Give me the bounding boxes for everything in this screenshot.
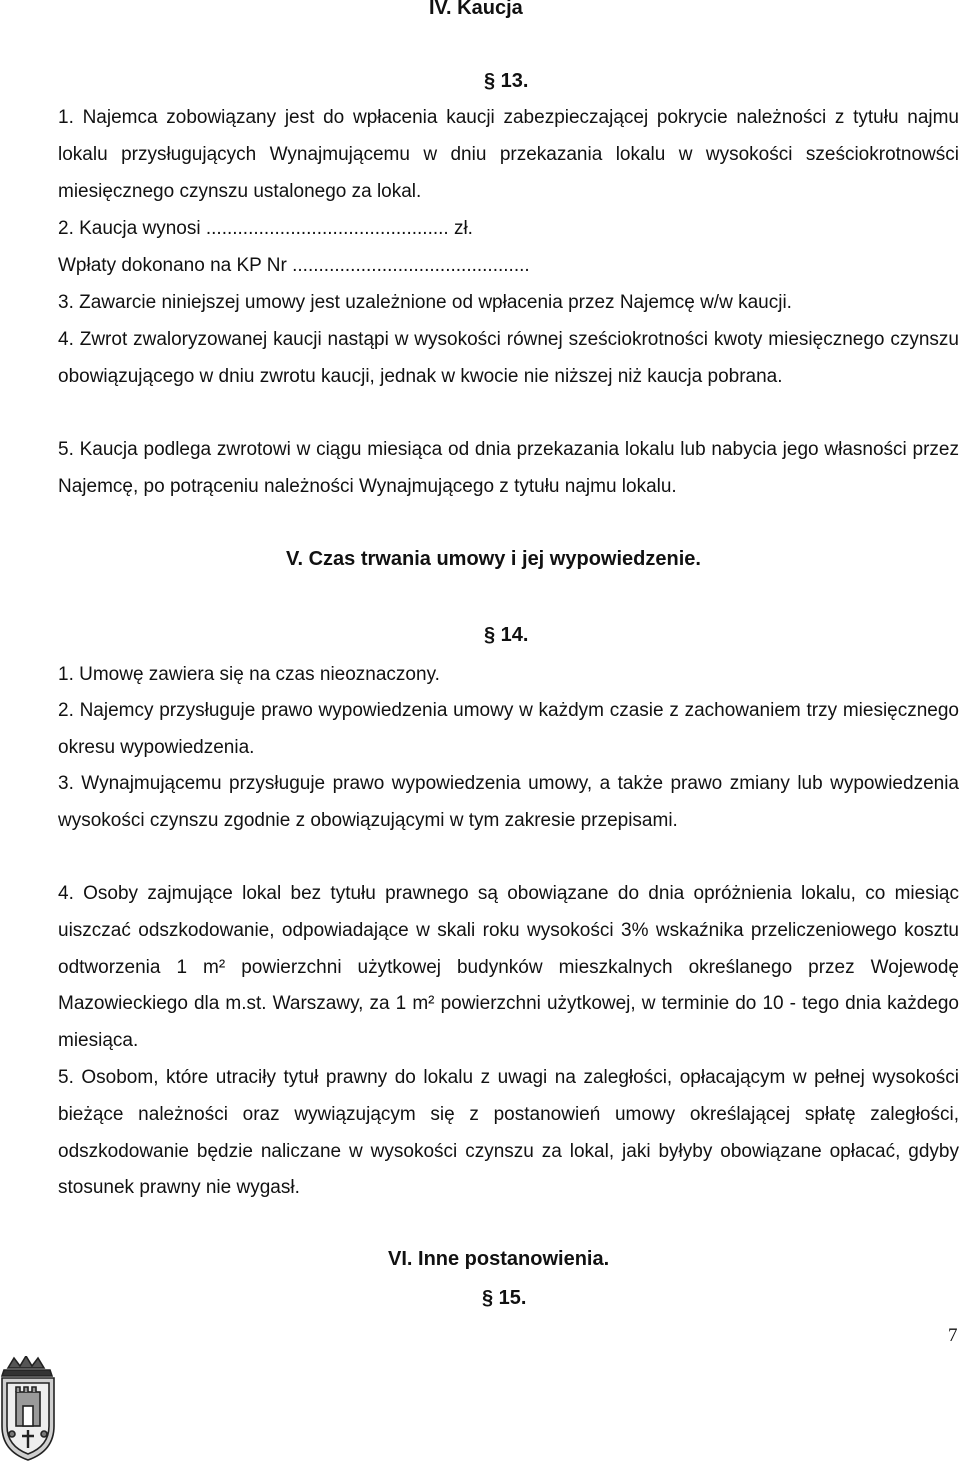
section-iv-item-2: 2. Kaucja wynosi .............................................. zł. xyxy=(58,218,473,239)
section-v-item-2: 2. Najemcy przysługuje prawo wypowiedzenia umowy w każdym czasie z zachowaniem trzy miesięcznego okresu wypowiedzenia. xyxy=(58,700,959,758)
paragraph-15-header: § 15. xyxy=(482,1287,527,1309)
page-number: 7 xyxy=(948,1325,958,1346)
section-iv-title: IV. Kaucja xyxy=(429,0,523,19)
section-v-item-5: 5. Osobom, które utraciły tytuł prawny do lokalu z uwagi na zaległości, opłacającym w pełnej wysokości bieżące należności oraz wywiązującym się z postanowień umowy określającej spłatę zaległości, odszkodowanie będzie naliczane w wysokości czynszu za lokal, jaki byłyby obowiązane opłacać, gdyby stosunek prawny nie wygasł. xyxy=(58,1067,959,1199)
section-v-item-1: 1. Umowę zawiera się na czas nieoznaczony. xyxy=(58,664,440,685)
section-iv-item-3: 3. Zawarcie niniejszej umowy jest uzależnione od wpłacenia przez Najemcę w/w kaucji. xyxy=(58,292,792,313)
section-iv-item-4: 4. Zwrot zwaloryzowanej kaucji nastąpi w wysokości równej sześciokrotności kwoty miesięcznego czynszu obowiązującego w dniu zwrotu kaucji, jednak w kwocie nie niższej niż kaucja pobrana. xyxy=(58,329,959,387)
section-v-title: V. Czas trwania umowy i jej wypowiedzenie. xyxy=(286,548,701,570)
section-v-item-4: 4. Osoby zajmujące lokal bez tytułu prawnego są obowiązane do dnia opróżnienia lokalu, co miesiąc uiszczać odszkodowanie, odpowiadające w skali roku wysokości 3% wskaźnika przeliczeniowego kosztu odtworzenia 1 m² powierzchni użytkowej budynków mieszkalnych określanego przez Wojewodę Mazowieckiego dla m.st. Warszawy, za 1 m² powierzchni użytkowej, w terminie do 10 - tego dnia każdego miesiąca. xyxy=(58,883,959,1052)
section-iv-item-1: 1. Najemca zobowiązany jest do wpłacenia kaucji zabezpieczającej pokrycie należności z tytułu najmu lokalu przysługujących Wynajmującemu w dniu przekazania lokalu w wysokości sześciokrotnowści miesięcznego czynszu ustalonego za lokal. xyxy=(58,107,959,202)
paragraph-14-header: § 14. xyxy=(484,624,529,646)
section-vi-title: VI. Inne postanowienia. xyxy=(388,1248,610,1270)
section-iv-deposit-receipt: Wpłaty dokonano na KP Nr ............................................. xyxy=(58,255,530,276)
paragraph-13-header: § 13. xyxy=(484,70,529,92)
section-v-item-3: 3. Wynajmującemu przysługuje prawo wypowiedzenia umowy, a także prawo zmiany lub wypowiedzenia wysokości czynszu zgodnie z obowiązującymi w tym zakresie przepisami. xyxy=(58,773,959,831)
coat-of-arms-icon xyxy=(0,1356,62,1461)
section-iv-item-5: 5. Kaucja podlega zwrotowi w ciągu miesiąca od dnia przekazania lokalu lub nabycia jego własności przez Najemcę, po potrąceniu należności Wynajmującego z tytułu najmu lokalu. xyxy=(58,439,959,497)
